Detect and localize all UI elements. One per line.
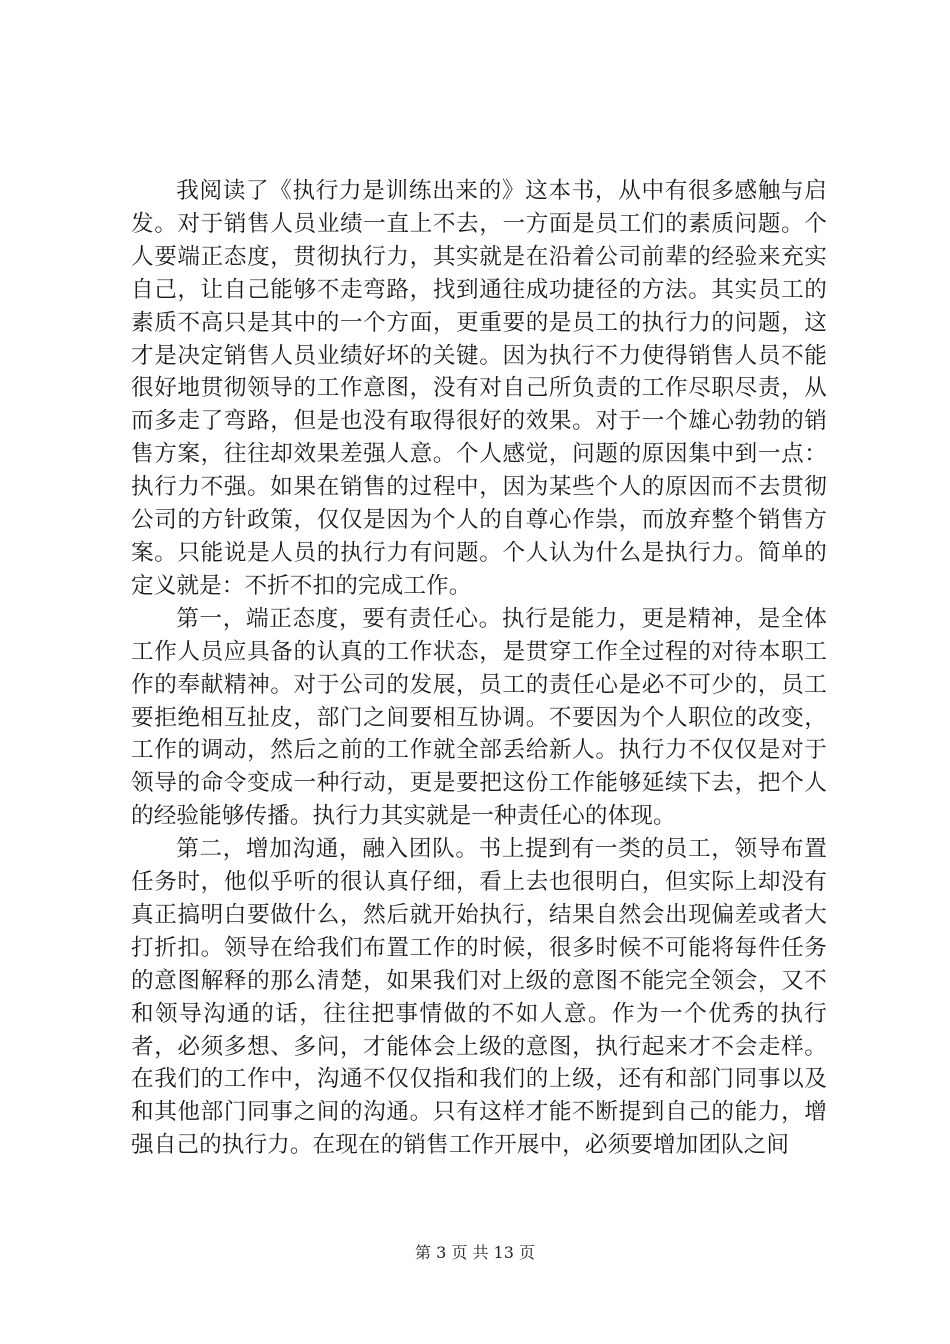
- paragraph-intro: 我阅读了《执行力是训练出来的》这本书，从中有很多感触与启发。对于销售人员业绩一直上不去，一方面是员工们的素质问题。个人要端正态度，贯彻执行力，其实就是在沿着公司前辈的经验来充实自己，让自己能够不走弯路，找到通往成功捷径的方法。其实员工的素质不高只是其中的一个方面，更重要的是员工的执行力的问题，这才是决定销售人员业绩好坏的关键。因为执行不力使得销售人员不能很好地贯彻领导的工作意图，没有对自己所负责的工作尽职尽责，从而多走了弯路，但是也没有取得很好的效果。对于一个雄心勃勃的销售方案，往往却效果差强人意。个人感觉，问题的原因集中到一点：执行力不强。如果在销售的过程中，因为某些个人的原因而不去贯彻公司的方针政策，仅仅是因为个人的自尊心作祟，而放弃整个销售方案。只能说是人员的执行力有问题。个人认为什么是执行力。简单的定义就是：不折不扣的完成工作。: [131, 178, 827, 599]
- body-text: [131, 175, 827, 1162]
- paragraph-point-one: 第一，端正态度，要有责任心。执行是能力，更是精神，是全体工作人员应具备的认真的工作状态，是贯穿工作全过程的对待本职工作的奉献精神。对于公司的发展，员工的责任心是必不可少的，员工要拒绝相互扯皮，部门之间要相互协调。不要因为个人职位的改变，工作的调动，然后之前的工作就全部丢给新人。执行力不仅仅是对于领导的命令变成一种行动，更是要把这份工作能够延续下去，把个人的经验能够传播。执行力其实就是一种责任心的体现。: [131, 605, 827, 830]
- paragraph-point-two: 第二，增加沟通，融入团队。书上提到有一类的员工，领导布置任务时，他似乎听的很认真仔细，看上去也很明白，但实际上却没有真正搞明白要做什么，然后就开始执行，结果自然会出现偏差或者大打折扣。领导在给我们布置工作的时候，很多时候不可能将每件任务的意图解释的那么清楚，如果我们对上级的意图不能完全领会，又不和领导沟通的话，往往把事情做的不如人意。作为一个优秀的执行者，必须多想、多问，才能体会上级的意图，执行起来才不会走样。在我们的工作中，沟通不仅仅指和我们的上级，还有和部门同事以及和其他部门同事之间的沟通。只有这样才能不断提到自己的能力，增强自己的执行力。在现在的销售工作开展中，必须要增加团队之间: [131, 836, 827, 1159]
- page-number-footer: 第 3 页 共 13 页: [415, 1243, 535, 1262]
